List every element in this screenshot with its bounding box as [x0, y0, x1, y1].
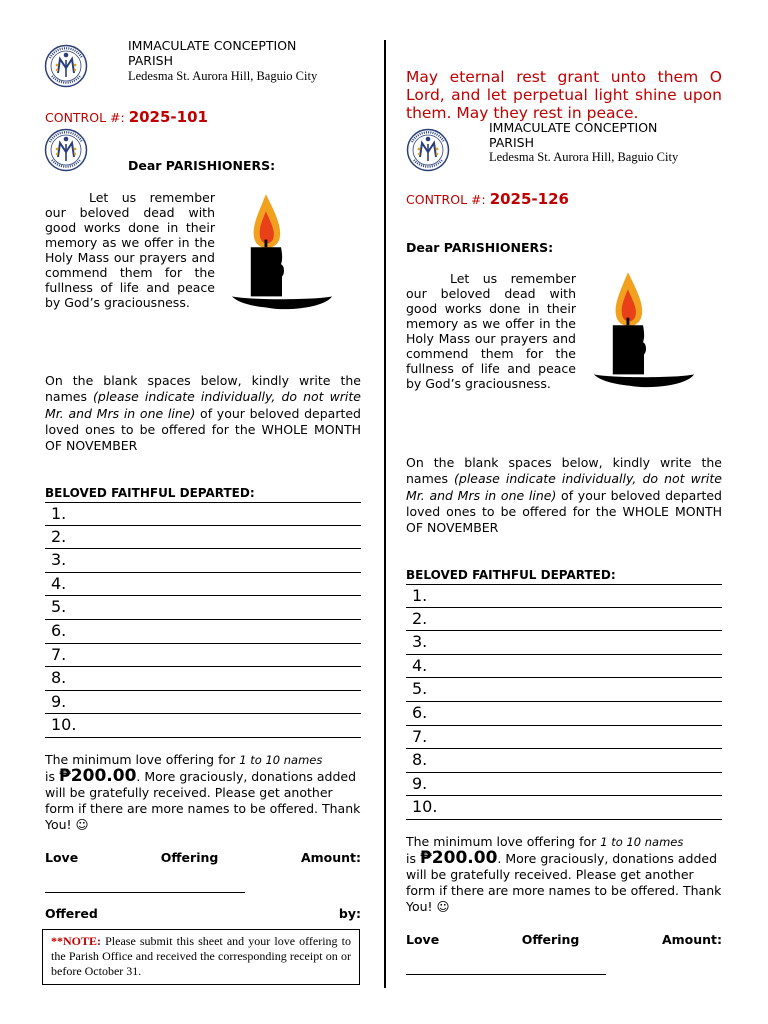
love-offering-amount-label: Love Offering Amount: — [45, 850, 361, 865]
parish-name: IMMACULATE CONCEPTION PARISH — [128, 38, 297, 68]
greeting: Dear PARISHIONERS: — [128, 158, 276, 173]
name-line[interactable]: 10. — [406, 796, 722, 820]
parish-address: Ledesma St. Aurora Hill, Baguio City — [128, 69, 318, 83]
name-line[interactable]: 7. — [45, 644, 361, 668]
name-line[interactable]: 9. — [406, 773, 722, 797]
parish-name: IMMACULATE CONCEPTION PARISH — [489, 120, 658, 150]
names-list — [406, 584, 722, 820]
candle-icon — [230, 182, 334, 320]
control-number — [45, 108, 208, 126]
name-line[interactable]: 6. — [406, 702, 722, 726]
remember-paragraph: Let us remember our beloved dead with good works done in their memory as we offer in the Holy Mass our prayers and commend them for the fullness of life and peace by God’s graciousness. — [45, 190, 215, 310]
control-number — [406, 190, 569, 208]
name-line[interactable]: 2. — [406, 608, 722, 632]
amount-line[interactable] — [406, 974, 606, 975]
name-line[interactable]: 1. — [406, 584, 722, 608]
instructions-paragraph: On the blank spaces below, kindly write the names (please indicate individually, do not write Mr. and Mrs in one line) of your beloved departed loved ones to be offered for the WHOLE MONTH OF NOVEMBER — [45, 373, 362, 454]
remember-paragraph: Let us remember our beloved dead with good works done in their memory as we offer in the Holy Mass our prayers and commend them for the fullness of life and peace by God’s graciousness. — [406, 271, 576, 391]
note-box — [42, 929, 360, 985]
name-line[interactable]: 8. — [45, 667, 361, 691]
name-line[interactable]: 9. — [45, 691, 361, 715]
parish-seal-icon — [44, 128, 88, 172]
name-line[interactable]: 1. — [45, 502, 361, 526]
instructions-paragraph: On the blank spaces below, kindly write the names (please indicate individually, do not write Mr. and Mrs in one line) of your beloved departed loved ones to be offered for the WHOLE MONTH OF NOVEMBER — [406, 455, 723, 536]
name-line[interactable]: 6. — [45, 620, 361, 644]
amount-line[interactable] — [45, 892, 245, 893]
offering-paragraph: The minimum love offering for 1 to 10 names is ₱200.00. More graciously, donations added will be gratefully received. Please get another form if there are more names to be offered. Thank You! ☺ — [45, 752, 361, 832]
note-text: Please submit this sheet and your love offering to the Parish Office and received the corresponding receipt on or before October 31. — [51, 934, 351, 978]
name-line[interactable]: 3. — [45, 549, 361, 573]
list-heading: BELOVED FAITHFUL DEPARTED: — [45, 486, 255, 500]
name-line[interactable]: 5. — [45, 596, 361, 620]
name-line[interactable]: 5. — [406, 678, 722, 702]
offering-paragraph: The minimum love offering for 1 to 10 names is ₱200.00. More graciously, donations added will be gratefully received. Please get another form if there are more names to be offered. Thank You! ☺ — [406, 834, 722, 914]
name-line[interactable]: 8. — [406, 749, 722, 773]
greeting: Dear PARISHIONERS: — [406, 240, 554, 255]
parish-address: Ledesma St. Aurora Hill, Baguio City — [489, 150, 679, 164]
name-line[interactable]: 4. — [406, 655, 722, 679]
name-line[interactable]: 7. — [406, 726, 722, 750]
list-heading: BELOVED FAITHFUL DEPARTED: — [406, 568, 616, 582]
names-list — [45, 502, 361, 738]
prayer-text: May eternal rest grant unto them O Lord, and let perpetual light shine upon them. May they rest in peace. — [406, 68, 722, 122]
love-offering-amount-label: Love Offering Amount: — [406, 932, 722, 947]
name-line[interactable]: 10. — [45, 714, 361, 738]
parish-seal-icon — [44, 44, 88, 88]
control-label: CONTROL #: — [406, 192, 486, 207]
control-value: 2025-126 — [489, 190, 569, 208]
name-line[interactable]: 2. — [45, 526, 361, 550]
note-label: **NOTE: — [51, 934, 102, 948]
control-value: 2025-101 — [128, 108, 208, 126]
column-divider — [384, 40, 386, 988]
control-label: CONTROL #: — [45, 110, 125, 125]
candle-icon — [592, 260, 696, 398]
name-line[interactable]: 4. — [45, 573, 361, 597]
parish-seal-icon — [406, 128, 450, 172]
name-line[interactable]: 3. — [406, 631, 722, 655]
offered-by-label: Offered by: — [45, 906, 361, 921]
